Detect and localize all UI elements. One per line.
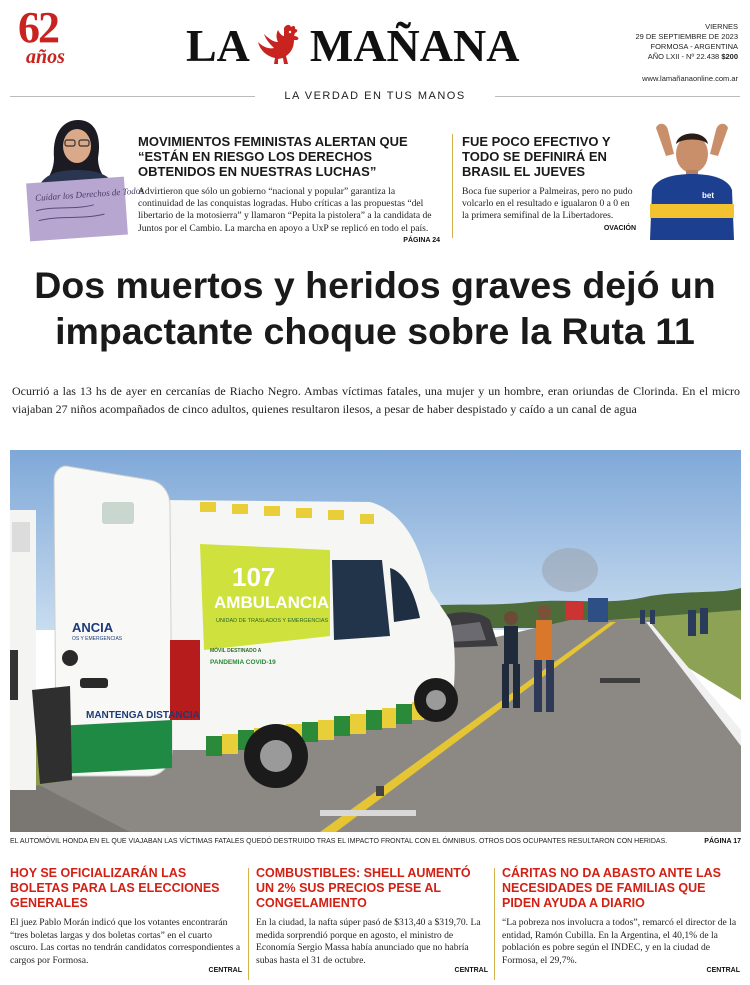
masthead xyxy=(0,0,750,110)
door-partial-sub: OS Y EMERGENCIAS xyxy=(72,636,123,642)
website-link[interactable]: www.lamañanaonline.com.ar xyxy=(642,74,738,83)
fuel-section[interactable]: CENTRAL xyxy=(454,967,488,974)
logo-word-la: LA xyxy=(186,20,250,71)
anniversary-word: años xyxy=(26,46,65,68)
column-divider xyxy=(494,868,495,980)
fuel-story[interactable] xyxy=(256,866,488,974)
newspaper-logo[interactable] xyxy=(186,20,566,72)
date-block xyxy=(628,22,738,84)
weekday: VIERNES xyxy=(705,22,738,31)
protester-photo[interactable] xyxy=(24,118,145,238)
boca-story[interactable] xyxy=(462,134,636,235)
boca-player-photo[interactable] xyxy=(644,120,740,240)
boca-body: Boca fue superior a Palmeiras, pero no pudo volcarlo en el resultado e igualaron 0 a 0 en la primera semifinal de la Libertadores. xyxy=(462,186,633,222)
elections-section[interactable]: CENTRAL xyxy=(208,967,242,974)
edition-line xyxy=(628,52,738,62)
feminist-summary xyxy=(138,186,440,244)
column-divider xyxy=(248,868,249,980)
photo-caption xyxy=(10,836,741,850)
page-reference[interactable]: PÁGINA 24 xyxy=(403,236,440,244)
pandemia-text: PANDEMIA COVID-19 xyxy=(210,659,276,666)
boca-summary xyxy=(462,186,636,232)
caption-text: EL AUTOMÓVIL HONDA EN EL QUE VIAJABAN LAS VÍCTIMAS FATALES QUEDÓ DESTRUIDO TRAS EL IMPACTO FRONTAL CON EL ÓMNIBUS. OTROS DOS OCUPANTES RESULTARON CON HERIDAS. xyxy=(10,838,668,845)
fuel-body: En la ciudad, la nafta súper pasó de $313,40 a $319,70. La medida sorprendió porque en agosto, el ministro de Economía Sergio Massa había anunciado que no habría subas hasta el 31 de octubre. xyxy=(256,917,481,966)
main-headline[interactable]: Dos muertos y heridos graves dejó un impactante choque sobre la Ruta 11 xyxy=(34,264,716,352)
edition-number: AÑO LXII - Nº 22.438 xyxy=(647,52,720,61)
ambulance-unit-text: UNIDAD DE TRASLADOS Y EMERGENCIAS xyxy=(216,618,329,624)
rooster-logo-icon xyxy=(254,22,306,68)
svg-text:bet: bet xyxy=(702,191,714,200)
movil-text: MÓVIL DESTINADO A xyxy=(210,648,262,654)
protest-sign-text: Cuidar los Derechos de Todos xyxy=(34,185,145,203)
ambulance-phone: 107 xyxy=(232,562,276,592)
logo-word-manana: MAÑANA xyxy=(309,20,520,71)
caritas-story[interactable] xyxy=(502,866,740,974)
main-lede: Ocurrió a las 13 hs de ayer en cercanías de Riacho Negro. Ambas víctimas fatales, una mujer y un hombre, eran oriundas de Clorinda. En el micro viajaban 27 niños acompañados de cinco adultos, quienes resultaron ilesos, a pesar de haber despistado y caído a un canal de agua xyxy=(12,384,740,416)
elections-headline[interactable]: HOY SE OFICIALIZARÁN LAS BOLETAS PARA LAS ELECCIONES GENERALES xyxy=(10,866,220,910)
issue-date: 29 DE SEPTIEMBRE DE 2023 xyxy=(635,32,738,41)
price: $200 xyxy=(721,52,738,61)
boca-headline[interactable]: FUE POCO EFECTIVO Y TODO SE DEFINIRÁ EN BRASIL EL JUEVES xyxy=(462,134,611,179)
fuel-headline[interactable]: COMBUSTIBLES: SHELL AUMENTÓ UN 2% SUS PRECIOS PESE AL CONGELAMIENTO xyxy=(256,866,471,910)
caption-page-reference[interactable]: PÁGINA 17 xyxy=(704,838,741,845)
elections-body: El juez Pablo Morán indicó que los votantes encontrarán “tres boletas largas y dos boletas cortas” en el cuarto oscuro. Las cortas no tendrán candidatos correspondientes a cargos por Formosa. xyxy=(10,917,241,966)
door-text: MANTENGA DISTANCIA xyxy=(86,710,200,721)
slogan: LA VERDAD EN TUS MANOS xyxy=(255,88,495,104)
anniversary-number: 62 xyxy=(18,3,58,52)
door-partial-word: ANCIA xyxy=(72,620,114,635)
accident-photo[interactable] xyxy=(10,450,741,832)
ambulance-word: AMBULANCIA xyxy=(214,593,330,612)
caritas-body: “La pobreza nos involucra a todos”, remarcó el director de la entidad, Ramón Cubilla. En la Argentina, el 40,1% de la población es pobre según el INDEC, y en la ciudad de Formosa, el 29,7%. xyxy=(502,917,737,966)
caritas-section[interactable]: CENTRAL xyxy=(706,967,740,974)
anniversary-badge xyxy=(18,3,88,68)
top-stories xyxy=(0,112,750,244)
feminist-body: Advirtieron que sólo un gobierno “nacional y popular” garantiza la continuidad de las conquistas logradas. Hubo críticas a las propuestas “del libertario de la motosierra” y llamaron “Pepita la pistolera” a la candidata de Juntos por el Cambio. La marcha en apoyo a UxP se replicó en todo el país. xyxy=(138,186,432,234)
location: FORMOSA - ARGENTINA xyxy=(650,42,738,51)
caritas-headline[interactable]: CÁRITAS NO DA ABASTO ANTE LAS NECESIDADES DE FAMILIAS QUE PIDEN AYUDA A DIARIO xyxy=(502,866,721,910)
elections-story[interactable] xyxy=(10,866,242,974)
column-divider xyxy=(452,134,453,238)
feminist-headline[interactable]: MOVIMIENTOS FEMINISTAS ALERTAN QUE “ESTÁN EN RIESGO LOS DERECHOS OBTENIDOS EN NUESTRAS LUCHAS” xyxy=(138,134,408,179)
bottom-stories xyxy=(0,860,750,985)
section-reference[interactable]: OVACIÓN xyxy=(603,224,636,232)
feminist-story[interactable] xyxy=(138,134,440,247)
